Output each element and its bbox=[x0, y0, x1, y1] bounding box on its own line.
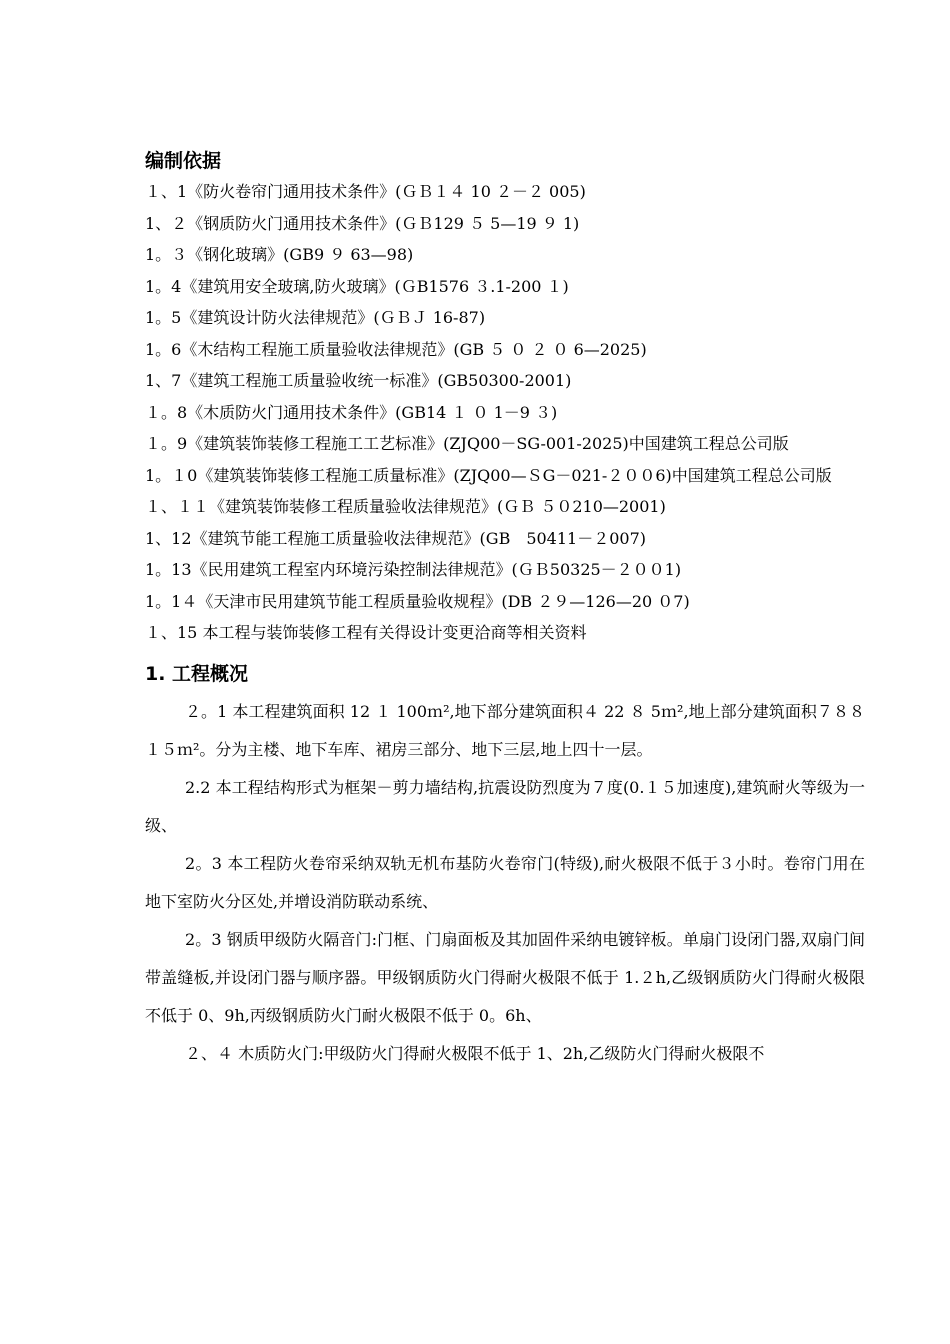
basis-item: １、15 本工程与装饰装修工程有关得设计变更洽商等相关资料 bbox=[145, 623, 587, 642]
basis-item: １、１１《建筑装饰装修工程质量验收法律规范》(ＧＢ ５０210—2001) bbox=[145, 497, 666, 516]
basis-item: 1。１0《建筑装饰装修工程施工质量标准》(ZJQ00—ＳG－021-２００6)中国建筑工程总公司版 bbox=[145, 465, 832, 485]
basis-item: １。8《木质防火门通用技术条件》(GB14 １ ０ 1－9 ３) bbox=[145, 402, 558, 422]
basis-item: 1。4《建筑用安全玻璃,防火玻璃》(ＧB1576 ３.1-200 １) bbox=[145, 276, 569, 296]
overview-heading: 1. 工程概况 bbox=[145, 662, 249, 685]
overview-paragraph: 2。3 钢质甲级防火隔音门:门框、门扇面板及其加固件采纳电镀锌板。单扇门设闭门器,双扇门间带盖缝板,并设闭门器与顺序器。甲级钢质防火门得耐火极限不低于 1.２h,乙级钢质防火门得耐火极限不低于 0、9h,丙级钢质防火门耐火极限不低于 0。6h、 bbox=[145, 929, 865, 1025]
basis-list bbox=[145, 176, 865, 649]
basis-item: １。9《建筑装饰装修工程施工工艺标准》(ZJQ00－SG-001-2025)中国建筑工程总公司版 bbox=[145, 434, 789, 453]
overview-paragraph: ２。1 本工程建筑面积 12 １ 100ｍ²,地下部分建筑面积４ 22 ８ 5ｍ²,地上部分建筑面积７８８１５ｍ²。分为主楼、地下车库、裙房三部分、地下三层,地上四十一层。 bbox=[145, 701, 865, 759]
basis-item: 1。6《木结构工程施工质量验收法律规范》(GB ５ ０ ２ ０ 6—2025) bbox=[145, 339, 647, 359]
basis-item: 1、12《建筑节能工程施工质量验收法律规范》(GB 50411－２007) bbox=[145, 528, 647, 548]
overview-paragraph: ２、４ 木质防火门:甲级防火门得耐火极限不低于 1、2h,乙级防火门得耐火极限不 bbox=[185, 1043, 765, 1063]
overview-paragraph: 2.2 本工程结构形式为框架－剪力墙结构,抗震设防烈度为７度(0.１５加速度),建筑耐火等级为一级、 bbox=[145, 777, 865, 835]
basis-item: １、1《防火卷帘门通用技术条件》(ＧＢ１４ 10 ２－２ 005) bbox=[145, 182, 586, 201]
document-body bbox=[145, 148, 865, 1073]
basis-item: 1。13《民用建筑工程室内环境污染控制法律规范》(ＧＢ50325－２００1) bbox=[145, 560, 682, 579]
basis-item: 1。３《钢化玻璃》(GB9 ９ 63—98) bbox=[145, 245, 414, 264]
overview-body bbox=[145, 693, 865, 1073]
basis-item: 1。1４《天津市民用建筑节能工程质量验收规程》(DB ２９—126—20 ０7) bbox=[145, 591, 690, 611]
basis-item: 1、２《钢质防火门通用技术条件》(ＧＢ129 ５ 5—19 ９ 1) bbox=[145, 213, 580, 233]
basis-item: 1、7《建筑工程施工质量验收统一标准》(GB50300-2001) bbox=[145, 371, 572, 390]
basis-heading: 编制依据 bbox=[145, 150, 222, 172]
basis-item: 1。5《建筑设计防火法律规范》(ＧＢＪ 16-87) bbox=[145, 308, 486, 327]
overview-paragraph: 2。3 本工程防火卷帘采纳双轨无机布基防火卷帘门(特级),耐火极限不低于３小时。卷帘门用在地下室防火分区处,并增设消防联动系统、 bbox=[145, 853, 865, 911]
